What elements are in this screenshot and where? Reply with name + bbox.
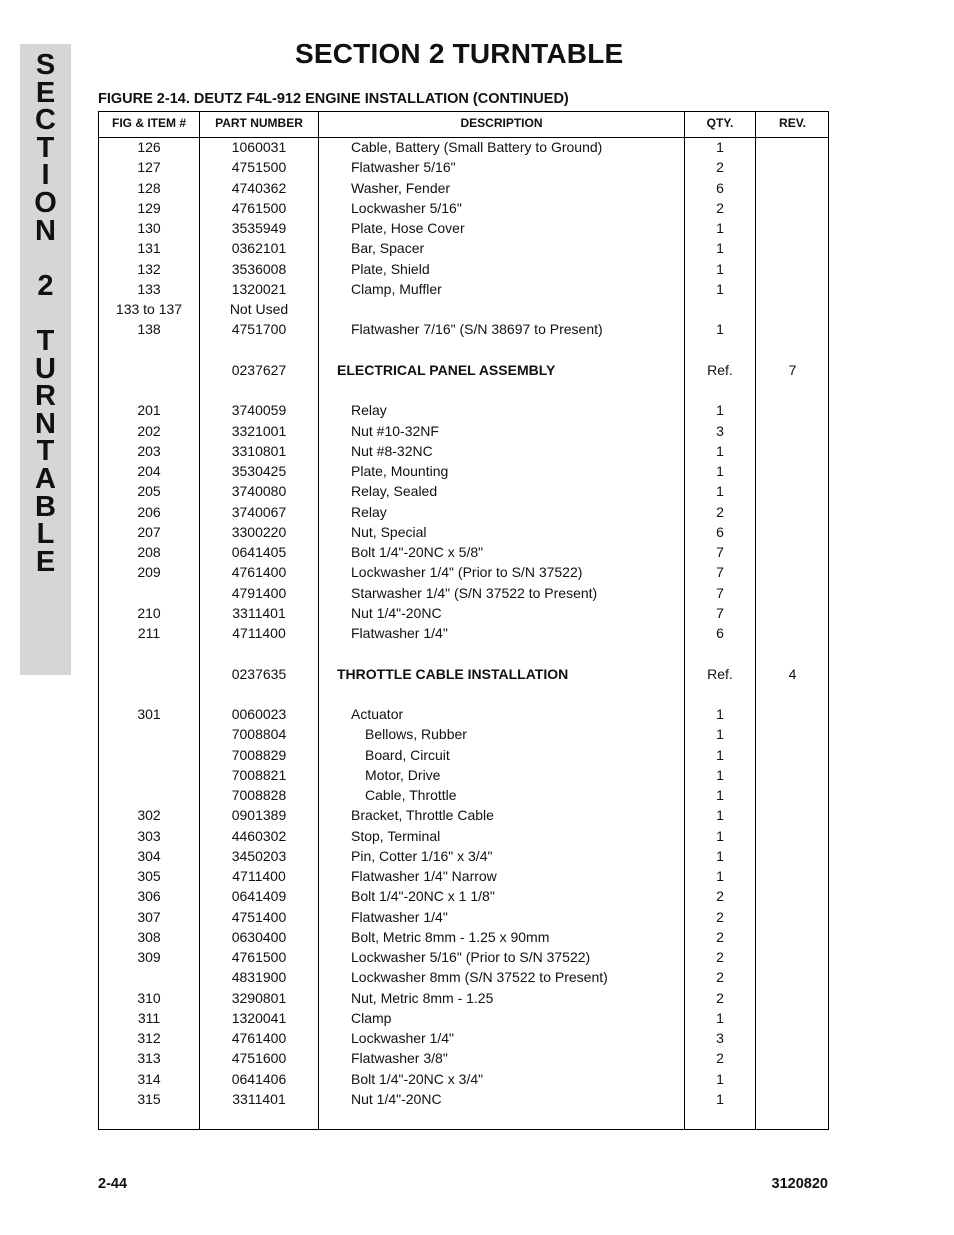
fig-item-cell: 210 [137, 604, 161, 621]
fig-item-cell: 304 [137, 847, 161, 864]
fig-item-cell: 309 [137, 949, 161, 965]
qty-cell: 2 [716, 503, 724, 520]
part-number-cell: 7008804 [231, 726, 287, 743]
description-cell: Flatwasher 1/4" Narrow [351, 868, 497, 884]
part-number-cell: 3740080 [231, 483, 287, 500]
table-row [99, 279, 828, 299]
fig-item-cell: 302 [137, 807, 161, 824]
part-number-cell: 0362101 [231, 240, 287, 257]
description-cell: Plate, Shield [351, 260, 430, 277]
table-row [99, 866, 828, 886]
qty-cell: 7 [716, 564, 724, 581]
table-row [99, 1089, 828, 1109]
description-cell: Flatwasher 1/4" [351, 908, 448, 925]
qty-cell: 1 [716, 1070, 724, 1087]
fig-item-cell: 126 [137, 139, 161, 155]
description-cell: Lockwasher 1/4" (Prior to S/N 37522) [351, 564, 583, 581]
qty-cell: 1 [716, 868, 724, 884]
description-cell: Nut #10-32NF [351, 422, 439, 439]
table-row [99, 299, 828, 319]
fig-item-cell: 138 [137, 321, 161, 338]
part-number-cell: 3530425 [231, 463, 287, 479]
description-cell: Bracket, Throttle Cable [351, 807, 494, 824]
description-cell: Stop, Terminal [351, 827, 441, 844]
page-number: 2-44 [98, 1176, 128, 1192]
description-cell: Plate, Mounting [351, 463, 449, 479]
table-row [99, 826, 828, 846]
table-row [99, 603, 828, 623]
qty-cell: 1 [716, 1009, 724, 1026]
header-fig-item: FIG & ITEM # [111, 116, 186, 130]
description-cell: ELECTRICAL PANEL ASSEMBLY [337, 361, 556, 378]
qty-cell: 2 [716, 199, 724, 216]
qty-cell: 1 [716, 240, 724, 257]
description-cell: Bolt, Metric 8mm - 1.25 x 90mm [351, 928, 550, 945]
part-number-cell: 3321001 [231, 422, 287, 439]
part-number-cell: 0641406 [231, 1070, 287, 1087]
part-number-cell: 4751700 [231, 321, 287, 338]
qty-cell: 6 [716, 625, 724, 641]
table-row [99, 157, 828, 177]
part-number-cell: 0630400 [231, 928, 287, 945]
description-cell: Bolt 1/4"-20NC x 5/8" [351, 544, 484, 560]
side-tab-letter [20, 245, 71, 273]
table-row [99, 178, 828, 198]
qty-cell: 2 [716, 159, 724, 176]
qty-cell: 1 [716, 706, 724, 722]
qty-cell: 2 [716, 949, 724, 965]
description-cell: Nut, Metric 8mm - 1.25 [351, 989, 494, 1006]
parts-table [98, 111, 829, 1130]
side-tab-letter: T [36, 435, 55, 468]
side-tab-letter: T [36, 324, 55, 357]
description-cell: Nut 1/4"-20NC [351, 604, 442, 621]
qty-cell: 1 [716, 463, 724, 479]
part-number-cell: 3290801 [231, 989, 287, 1006]
side-tab-letter: 2 [37, 269, 54, 302]
table-row [99, 380, 828, 400]
table-row [99, 502, 828, 522]
part-number-cell: 0060023 [231, 706, 287, 722]
header-part-number: PART NUMBER [215, 116, 303, 130]
fig-item-cell: 203 [137, 442, 161, 459]
description-cell: Relay [351, 503, 387, 520]
fig-item-cell: 127 [137, 159, 161, 176]
fig-item-cell: 306 [137, 888, 161, 905]
fig-item-cell: 202 [137, 422, 161, 439]
table-row [99, 421, 828, 441]
description-cell: Actuator [351, 706, 404, 722]
fig-item-cell: 307 [137, 908, 161, 925]
fig-item-cell: 315 [137, 1090, 161, 1107]
table-row [99, 704, 828, 724]
description-cell: Plate, Hose Cover [351, 220, 465, 236]
table-row [99, 137, 828, 157]
part-number-cell: 4791400 [231, 584, 287, 601]
qty-cell: 1 [716, 827, 724, 844]
qty-cell: 7 [716, 604, 724, 621]
fig-item-cell: 311 [137, 1009, 161, 1026]
qty-cell: 7 [716, 584, 724, 601]
qty-cell: 2 [716, 969, 724, 986]
qty-cell: 1 [716, 726, 724, 743]
qty-cell: 1 [716, 847, 724, 864]
qty-cell: 1 [716, 321, 724, 338]
table-row [99, 1008, 828, 1028]
description-cell: THROTTLE CABLE INSTALLATION [337, 665, 569, 682]
description-cell: Motor, Drive [365, 766, 441, 783]
qty-cell: 1 [716, 807, 724, 824]
part-number-cell: 4751500 [231, 159, 287, 176]
side-tab-letter: E [35, 76, 56, 109]
side-tab-letter: B [35, 490, 56, 523]
part-number-cell: 4761500 [231, 949, 287, 965]
table-row [99, 562, 828, 582]
table-row [99, 785, 828, 805]
qty-cell: 2 [716, 1050, 724, 1067]
part-number-cell: 4761400 [231, 564, 287, 581]
fig-item-cell: 129 [137, 199, 161, 216]
qty-cell: 1 [716, 402, 724, 419]
figure-title: FIGURE 2-14. DEUTZ F4L-912 ENGINE INSTALLATION (CONTINUED) [98, 91, 569, 107]
qty-cell: 1 [716, 280, 724, 297]
description-cell: Relay [351, 402, 387, 419]
fig-item-cell: 205 [137, 483, 161, 500]
table-row [99, 846, 828, 866]
side-tab-letter: R [35, 380, 56, 413]
side-tab-letter: N [35, 407, 56, 440]
part-number-cell: 0237627 [231, 361, 287, 378]
table-row [99, 441, 828, 461]
side-tab-letter [20, 300, 71, 328]
table-row [99, 947, 828, 967]
part-number-cell: 4761500 [231, 199, 287, 216]
fig-item-cell: 314 [137, 1070, 161, 1087]
table-row [99, 907, 828, 927]
table-row [99, 886, 828, 906]
qty-cell: 2 [716, 989, 724, 1006]
description-cell: Nut 1/4"-20NC [351, 1090, 442, 1107]
side-tab-letter: I [41, 159, 50, 192]
fig-item-cell: 133 to 137 [115, 301, 183, 317]
qty-cell: 2 [716, 888, 724, 905]
description-cell: Bolt 1/4"-20NC x 1 1/8" [351, 888, 495, 905]
description-cell: Clamp, Muffler [351, 280, 442, 297]
fig-item-cell: 308 [137, 928, 161, 945]
table-row [99, 198, 828, 218]
qty-cell: 1 [716, 766, 724, 783]
part-number-cell: 0237635 [231, 665, 287, 682]
side-tab-letter: C [35, 104, 56, 137]
table-row [99, 1048, 828, 1068]
description-cell: Nut, Special [351, 523, 427, 540]
fig-item-cell: 132 [137, 260, 161, 277]
description-cell: Lockwasher 5/16" [351, 199, 462, 216]
description-cell: Relay, Sealed [351, 483, 438, 500]
description-cell: Washer, Fender [351, 179, 451, 196]
qty-cell: 3 [716, 422, 724, 439]
part-number-cell: 0641405 [231, 544, 287, 560]
part-number-cell: 0641409 [231, 888, 287, 905]
fig-item-cell: 133 [137, 280, 161, 297]
qty-cell: 1 [716, 746, 724, 763]
table-row [99, 927, 828, 947]
table-row [99, 522, 828, 542]
side-tab-letters [20, 49, 71, 578]
description-cell: Bolt 1/4"-20NC x 3/4" [351, 1070, 484, 1087]
side-tab-letter: S [35, 49, 56, 81]
header-rev: REV. [779, 116, 806, 130]
part-number-cell: 3300220 [231, 523, 287, 540]
fig-item-cell: 131 [137, 240, 161, 257]
side-tab-letter: O [34, 186, 57, 219]
section-side-tab [20, 44, 71, 675]
description-cell: Nut #8-32NC [351, 442, 433, 459]
table-row [99, 1028, 828, 1048]
description-cell: Bar, Spacer [351, 240, 425, 257]
rev-cell: 7 [788, 361, 797, 378]
description-cell: Lockwasher 8mm (S/N 37522 to Present) [351, 969, 608, 986]
qty-cell: 1 [716, 1090, 724, 1107]
table-row [99, 988, 828, 1008]
fig-item-cell: 201 [137, 402, 161, 419]
description-cell: Lockwasher 5/16" (Prior to S/N 37522) [351, 949, 591, 965]
part-number-cell: 7008828 [231, 787, 287, 803]
table-row [99, 481, 828, 501]
part-number-cell: 3310801 [231, 442, 287, 459]
description-cell: Bellows, Rubber [365, 726, 467, 743]
table-row [99, 684, 828, 704]
table-row [99, 340, 828, 360]
part-number-cell: 4460302 [231, 827, 287, 844]
description-cell: Flatwasher 1/4" [351, 625, 448, 641]
header-description: DESCRIPTION [460, 116, 543, 130]
part-number-cell: 1320021 [231, 280, 287, 297]
table-row [99, 664, 828, 684]
part-number-cell: 7008821 [231, 766, 287, 783]
part-number-cell: 3536008 [231, 260, 287, 277]
qty-cell: 7 [716, 544, 724, 560]
part-number-cell: 0901389 [231, 807, 287, 824]
part-number-cell: 4751600 [231, 1050, 287, 1067]
fig-item-cell: 303 [137, 827, 161, 844]
qty-cell: 2 [716, 928, 724, 945]
part-number-cell: 3450203 [231, 847, 287, 864]
table-row [99, 805, 828, 825]
side-tab-letter: L [36, 518, 55, 551]
description-cell: Pin, Cotter 1/16" x 3/4" [351, 847, 493, 864]
qty-cell: Ref. [707, 361, 733, 378]
table-row [99, 745, 828, 765]
side-tab-letter: A [35, 462, 56, 495]
qty-cell: 6 [716, 523, 724, 540]
fig-item-cell: 204 [137, 463, 161, 479]
qty-cell: Ref. [707, 665, 733, 682]
qty-cell: 2 [716, 908, 724, 925]
fig-item-cell: 130 [137, 220, 161, 236]
part-number-cell: 3740067 [231, 503, 287, 520]
table-row [99, 643, 828, 663]
table-row [99, 259, 828, 279]
description-cell: Lockwasher 1/4" [351, 1030, 455, 1046]
description-cell: Board, Circuit [365, 746, 450, 763]
part-number-cell: 4751400 [231, 908, 287, 925]
part-number-cell: 3311401 [232, 1090, 286, 1107]
qty-cell: 1 [716, 483, 724, 500]
fig-item-cell: 207 [137, 523, 161, 540]
part-number-cell: 4761400 [231, 1030, 287, 1046]
table-row [99, 542, 828, 562]
table-row [99, 765, 828, 785]
part-number-cell: 4711400 [232, 625, 286, 641]
description-cell: Flatwasher 3/8" [351, 1050, 448, 1067]
fig-item-cell: 128 [137, 179, 161, 196]
description-cell: Flatwasher 7/16" (S/N 38697 to Present) [351, 321, 603, 338]
table-row [99, 400, 828, 420]
qty-cell: 1 [716, 260, 724, 277]
table-row [99, 360, 828, 380]
part-number-cell: 1060031 [231, 139, 287, 155]
table-row [99, 623, 828, 643]
section-title: SECTION 2 TURNTABLE [295, 38, 624, 69]
part-number-cell: Not Used [229, 301, 289, 317]
fig-item-cell: 209 [137, 564, 161, 581]
table-row [99, 724, 828, 744]
side-tab-letter: U [35, 352, 56, 385]
part-number-cell: 3311401 [232, 604, 286, 621]
table-row [99, 461, 828, 481]
part-number-cell: 7008829 [231, 746, 287, 763]
description-cell: Starwasher 1/4" (S/N 37522 to Present) [351, 584, 598, 601]
description-cell: Flatwasher 5/16" [351, 159, 456, 176]
document-number: 3120820 [771, 1176, 828, 1192]
side-tab-letter: N [35, 214, 56, 247]
fig-item-cell: 313 [137, 1050, 161, 1067]
fig-item-cell: 301 [137, 706, 161, 722]
description-cell: Clamp [351, 1009, 392, 1026]
qty-cell: 6 [716, 179, 724, 196]
table-row [99, 967, 828, 987]
fig-item-cell: 312 [137, 1030, 161, 1046]
side-tab-letter: T [36, 131, 55, 164]
qty-cell: 3 [716, 1030, 724, 1046]
part-number-cell: 3740059 [231, 402, 287, 419]
part-number-cell: 4711400 [232, 868, 286, 884]
table-row [99, 583, 828, 603]
fig-item-cell: 305 [137, 868, 161, 884]
qty-cell: 1 [716, 220, 724, 236]
fig-item-cell: 206 [137, 503, 161, 520]
description-cell: Cable, Battery (Small Battery to Ground) [351, 139, 603, 155]
table-row [99, 319, 828, 339]
table-row [99, 218, 828, 238]
qty-cell: 1 [716, 139, 724, 155]
description-cell: Cable, Throttle [365, 787, 457, 803]
fig-item-cell: 310 [137, 989, 161, 1006]
qty-cell: 1 [716, 787, 724, 803]
rev-cell: 4 [788, 665, 797, 682]
qty-cell: 1 [716, 442, 724, 459]
side-tab-letter: E [35, 545, 56, 578]
part-number-cell: 4740362 [231, 179, 287, 196]
fig-item-cell: 211 [137, 625, 161, 641]
header-qty: QTY. [706, 116, 734, 130]
table-row [99, 1069, 828, 1089]
part-number-cell: 3535949 [231, 220, 287, 236]
fig-item-cell: 208 [137, 544, 161, 560]
part-number-cell: 4831900 [231, 969, 287, 986]
part-number-cell: 1320041 [231, 1009, 287, 1026]
table-row [99, 238, 828, 258]
